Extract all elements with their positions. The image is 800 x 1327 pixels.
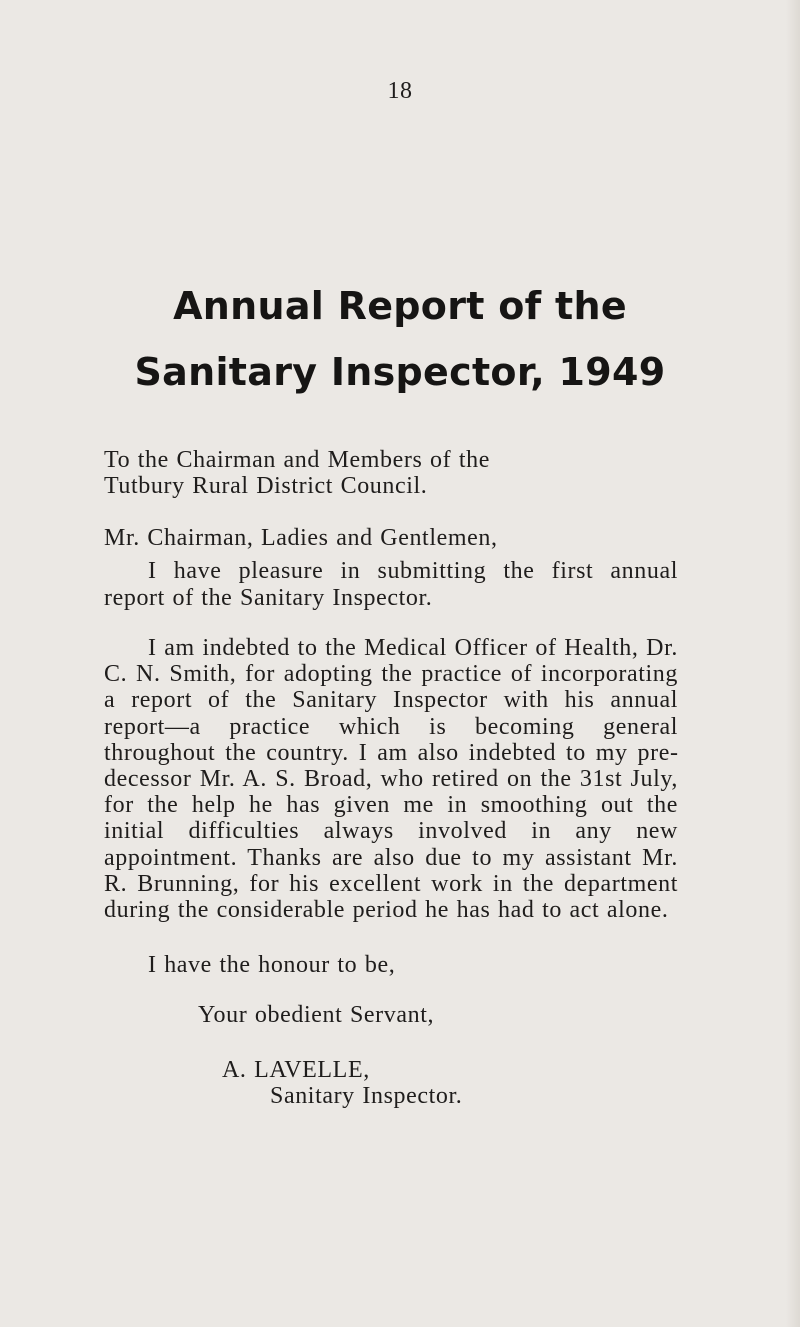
address-line-1: To the Chairman and Members of the [104, 447, 490, 473]
salutation: Mr. Chairman, Ladies and Gentlemen, [104, 525, 498, 551]
address-line-2: Tutbury Rural District Council. [104, 473, 428, 499]
address-block [104, 447, 674, 499]
signature-title: Sanitary Inspector. [270, 1083, 463, 1109]
report-title-line-1: Annual Report of the [173, 284, 627, 328]
page-edge [786, 0, 800, 1327]
signature-block [222, 1057, 642, 1109]
servant-line: Your obedient Servant, [198, 1002, 435, 1028]
page-number: 18 [387, 78, 413, 104]
closing-line: I have the honour to be, [148, 952, 396, 978]
signature-name: A. LAVELLE, [222, 1057, 370, 1083]
report-title-line-2: Sanitary Inspector, 1949 [134, 350, 666, 394]
paragraph-acknowledgements: I am indebted to the Medical Officer of Health, Dr. C. N. Smith, for adopting the practice of incorporating a report of the Sanitary Inspector with his annual report—a practice which is becoming general throughout the country. I am also indebted to my predecessor Mr. A. S. Broad, who retired on the 31st July, for the help he has given me in smoothing out the initial difficulties always involved in any new appointment. Thanks are also due to my assistant Mr. R. Brunning, for his excellent work in the department during the considerable period he has had to act alone. [104, 635, 678, 924]
paragraph-intro: I have pleasure in submitting the first annual report of the Sanitary Inspector. [104, 558, 678, 611]
